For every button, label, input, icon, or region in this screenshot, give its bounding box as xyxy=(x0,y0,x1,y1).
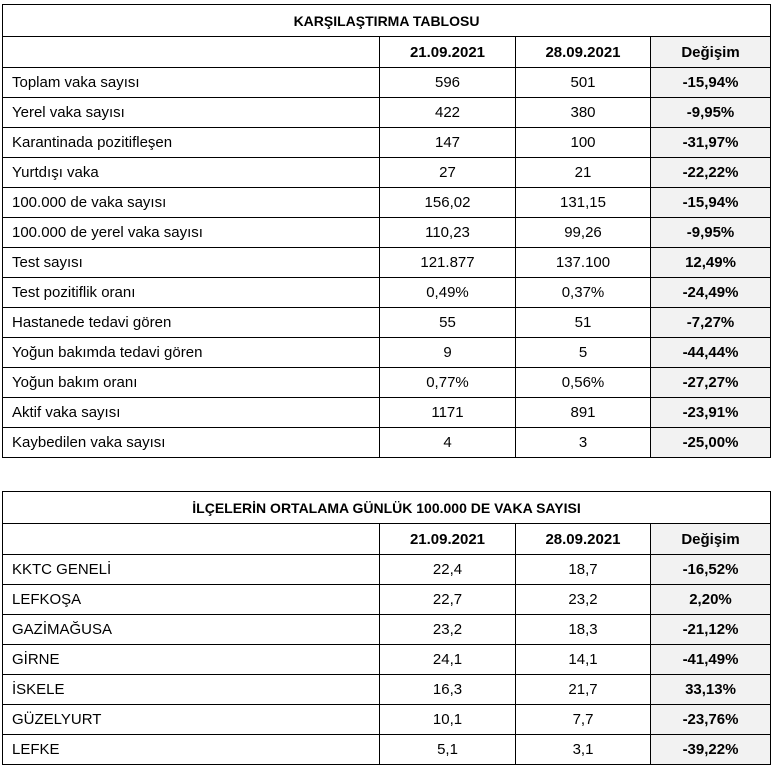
table-row xyxy=(3,188,771,218)
row-label: Yoğun bakım oranı xyxy=(3,368,380,398)
value-change: -22,22% xyxy=(651,158,771,188)
table-row xyxy=(3,248,771,278)
comparison-table-header-row xyxy=(3,37,771,68)
table-row xyxy=(3,368,771,398)
value-change: 2,20% xyxy=(651,585,771,615)
table-row xyxy=(3,428,771,458)
row-label: 100.000 de vaka sayısı xyxy=(3,188,380,218)
comparison-table-title: KARŞILAŞTIRMA TABLOSU xyxy=(3,5,771,37)
value-date-2: 21 xyxy=(516,158,651,188)
value-date-2: 137.100 xyxy=(516,248,651,278)
row-label: İSKELE xyxy=(3,675,380,705)
row-label: Kaybedilen vaka sayısı xyxy=(3,428,380,458)
header-label-column xyxy=(3,524,380,555)
row-label: GÜZELYURT xyxy=(3,705,380,735)
table-row xyxy=(3,128,771,158)
value-date-2: 18,3 xyxy=(516,615,651,645)
value-date-1: 596 xyxy=(380,68,516,98)
row-label: Yurtdışı vaka xyxy=(3,158,380,188)
value-date-2: 131,15 xyxy=(516,188,651,218)
value-date-1: 147 xyxy=(380,128,516,158)
value-change: -44,44% xyxy=(651,338,771,368)
value-date-1: 22,4 xyxy=(380,555,516,585)
header-change: Değişim xyxy=(651,37,771,68)
table-row xyxy=(3,308,771,338)
value-change: -16,52% xyxy=(651,555,771,585)
value-change: -31,97% xyxy=(651,128,771,158)
table-row xyxy=(3,735,771,765)
value-change: -24,49% xyxy=(651,278,771,308)
row-label: Karantinada pozitifleşen xyxy=(3,128,380,158)
table-row xyxy=(3,158,771,188)
table-row xyxy=(3,338,771,368)
value-change: -25,00% xyxy=(651,428,771,458)
value-change: -39,22% xyxy=(651,735,771,765)
value-date-2: 3 xyxy=(516,428,651,458)
district-table xyxy=(2,491,771,765)
value-date-2: 501 xyxy=(516,68,651,98)
row-label: Toplam vaka sayısı xyxy=(3,68,380,98)
district-table-header-row xyxy=(3,524,771,555)
row-label: Yoğun bakımda tedavi gören xyxy=(3,338,380,368)
value-date-1: 23,2 xyxy=(380,615,516,645)
value-change: -9,95% xyxy=(651,218,771,248)
table-row xyxy=(3,278,771,308)
value-date-1: 5,1 xyxy=(380,735,516,765)
table-row xyxy=(3,675,771,705)
row-label: LEFKE xyxy=(3,735,380,765)
value-date-2: 3,1 xyxy=(516,735,651,765)
value-date-1: 55 xyxy=(380,308,516,338)
row-label: LEFKOŞA xyxy=(3,585,380,615)
value-date-2: 18,7 xyxy=(516,555,651,585)
district-table-body xyxy=(3,555,771,765)
table-row xyxy=(3,585,771,615)
value-date-1: 422 xyxy=(380,98,516,128)
value-change: -41,49% xyxy=(651,645,771,675)
header-label-column xyxy=(3,37,380,68)
value-date-2: 21,7 xyxy=(516,675,651,705)
value-date-2: 14,1 xyxy=(516,645,651,675)
value-date-2: 5 xyxy=(516,338,651,368)
row-label: Test pozitiflik oranı xyxy=(3,278,380,308)
value-change: 33,13% xyxy=(651,675,771,705)
table-row xyxy=(3,398,771,428)
row-label: GAZİMAĞUSA xyxy=(3,615,380,645)
table-row xyxy=(3,555,771,585)
value-date-2: 100 xyxy=(516,128,651,158)
comparison-table-body xyxy=(3,68,771,458)
value-date-1: 24,1 xyxy=(380,645,516,675)
value-date-1: 0,49% xyxy=(380,278,516,308)
value-change: -9,95% xyxy=(651,98,771,128)
value-change: -23,91% xyxy=(651,398,771,428)
row-label: Aktif vaka sayısı xyxy=(3,398,380,428)
table-row xyxy=(3,218,771,248)
value-change: -15,94% xyxy=(651,68,771,98)
value-date-2: 380 xyxy=(516,98,651,128)
value-change: -7,27% xyxy=(651,308,771,338)
value-date-1: 10,1 xyxy=(380,705,516,735)
value-date-2: 51 xyxy=(516,308,651,338)
value-date-1: 9 xyxy=(380,338,516,368)
value-date-2: 7,7 xyxy=(516,705,651,735)
value-change: -27,27% xyxy=(651,368,771,398)
value-date-2: 0,37% xyxy=(516,278,651,308)
comparison-table xyxy=(2,4,771,458)
row-label: Test sayısı xyxy=(3,248,380,278)
value-change: 12,49% xyxy=(651,248,771,278)
value-date-2: 23,2 xyxy=(516,585,651,615)
value-date-1: 1171 xyxy=(380,398,516,428)
value-date-1: 16,3 xyxy=(380,675,516,705)
value-change: -21,12% xyxy=(651,615,771,645)
row-label: Yerel vaka sayısı xyxy=(3,98,380,128)
table-row xyxy=(3,615,771,645)
table-row xyxy=(3,645,771,675)
header-date-2: 28.09.2021 xyxy=(516,524,651,555)
table-row xyxy=(3,705,771,735)
value-date-1: 22,7 xyxy=(380,585,516,615)
value-date-1: 27 xyxy=(380,158,516,188)
value-date-1: 110,23 xyxy=(380,218,516,248)
value-change: -23,76% xyxy=(651,705,771,735)
value-date-1: 4 xyxy=(380,428,516,458)
value-date-2: 891 xyxy=(516,398,651,428)
row-label: GİRNE xyxy=(3,645,380,675)
row-label: KKTC GENELİ xyxy=(3,555,380,585)
value-date-1: 0,77% xyxy=(380,368,516,398)
value-change: -15,94% xyxy=(651,188,771,218)
value-date-2: 0,56% xyxy=(516,368,651,398)
row-label: 100.000 de yerel vaka sayısı xyxy=(3,218,380,248)
table-row xyxy=(3,98,771,128)
header-date-1: 21.09.2021 xyxy=(380,524,516,555)
header-date-1: 21.09.2021 xyxy=(380,37,516,68)
header-date-2: 28.09.2021 xyxy=(516,37,651,68)
value-date-2: 99,26 xyxy=(516,218,651,248)
value-date-1: 156,02 xyxy=(380,188,516,218)
header-change: Değişim xyxy=(651,524,771,555)
table-row xyxy=(3,68,771,98)
value-date-1: 121.877 xyxy=(380,248,516,278)
district-table-title: İLÇELERİN ORTALAMA GÜNLÜK 100.000 DE VAKA SAYISI xyxy=(3,492,771,524)
row-label: Hastanede tedavi gören xyxy=(3,308,380,338)
